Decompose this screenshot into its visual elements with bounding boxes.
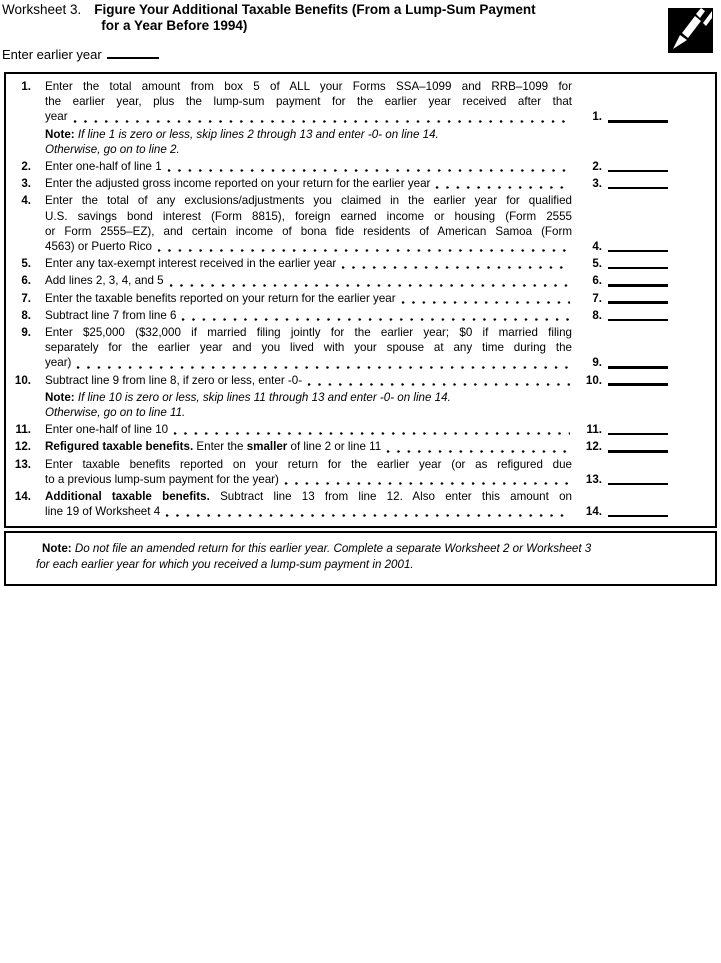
text-row-content <box>45 373 302 388</box>
worksheet-line <box>8 457 715 487</box>
text-row <box>45 79 572 94</box>
earlier-year-input[interactable] <box>107 45 159 59</box>
text-segment: Subtract line 9 from line 8, if zero or less, enter -0- <box>45 373 303 387</box>
dot-leader <box>181 318 570 321</box>
line-number: 2. <box>21 160 31 174</box>
line-text <box>45 422 572 437</box>
answer-line-number: 10. <box>585 373 602 387</box>
worksheet-line <box>8 422 715 437</box>
line-number: 14. <box>14 490 31 504</box>
text-segment: separately for the earlier year and you lived with your spouse at any time during the <box>45 341 572 355</box>
worksheet-line <box>8 159 715 174</box>
text-segment: the earlier year, plus the lump-sum payment for the earlier year received after that <box>45 95 572 109</box>
text-segment: Note: <box>42 542 75 556</box>
answer-blank[interactable] <box>608 267 668 269</box>
dot-leader <box>401 301 570 304</box>
text-row-content <box>45 308 176 323</box>
text-segment: Enter one-half of line 10 <box>45 423 169 437</box>
text-segment: or Form 2555–EZ), and certain income of bona fide residents of American Samoa (Form <box>45 224 572 238</box>
line-number: 13. <box>14 457 31 471</box>
text-segment: for each earlier year for which you received a lump-sum payment in 2001. <box>36 557 414 571</box>
answer-area <box>578 439 668 454</box>
line-number: 6. <box>21 274 31 288</box>
text-segment: Enter one-half of line 1 <box>45 160 162 174</box>
text-row <box>45 224 572 239</box>
text-row <box>45 308 572 323</box>
answer-line-number: 6. <box>592 274 602 288</box>
text-segment: to a previous lump-sum payment for the year) <box>45 472 279 486</box>
text-row <box>45 325 572 340</box>
text-row-content <box>45 109 68 124</box>
text-segment: year <box>45 110 68 124</box>
answer-area <box>578 308 668 323</box>
answer-line-number: 5. <box>592 257 602 271</box>
text-segment: 4563) or Puerto Rico <box>45 240 152 254</box>
text-row-content <box>45 472 279 487</box>
answer-blank[interactable] <box>608 383 668 385</box>
text-row-content <box>45 256 336 271</box>
text-row-content <box>45 291 396 306</box>
answer-blank[interactable] <box>608 187 668 189</box>
text-row <box>45 193 572 208</box>
text-row <box>45 373 572 388</box>
answer-blank[interactable] <box>608 301 668 303</box>
dot-leader <box>341 266 570 269</box>
answer-line-number: 8. <box>592 308 602 322</box>
worksheet-header <box>2 2 721 34</box>
answer-area <box>578 109 668 124</box>
dot-leader <box>435 186 570 189</box>
text-row <box>45 504 572 519</box>
dot-leader <box>386 450 570 453</box>
text-row <box>45 439 572 454</box>
worksheet-line <box>8 291 715 306</box>
text-row <box>45 209 572 224</box>
dot-leader <box>76 366 570 369</box>
text-segment: Enter the <box>193 440 247 454</box>
line-number: 12. <box>14 440 31 454</box>
answer-blank[interactable] <box>608 250 668 252</box>
footer-note-row <box>36 557 705 573</box>
text-row-content <box>45 159 162 174</box>
answer-blank[interactable] <box>608 170 668 172</box>
note-row <box>45 390 715 405</box>
answer-area <box>578 422 668 437</box>
text-segment: Otherwise, go on to line 11. <box>45 406 186 420</box>
text-row-content <box>45 504 160 519</box>
text-row <box>45 340 572 355</box>
text-segment: Enter the total amount from box 5 of ALL your Forms SSA–1099 and RRB–1099 for <box>45 80 572 93</box>
text-row <box>45 109 572 124</box>
text-row-content <box>45 422 168 437</box>
text-segment: Note: <box>45 127 78 141</box>
answer-blank[interactable] <box>608 483 668 485</box>
answer-line-number: 14. <box>585 505 602 519</box>
worksheet-note <box>45 390 715 420</box>
text-row <box>45 472 572 487</box>
text-segment: of line 2 or line 11 <box>287 440 382 454</box>
answer-area <box>578 176 668 191</box>
text-segment: year) <box>45 356 72 370</box>
line-text <box>45 256 572 271</box>
text-row-content <box>45 355 71 370</box>
worksheet-line <box>8 439 715 454</box>
dot-leader <box>284 482 570 485</box>
worksheet-line <box>8 176 715 191</box>
text-segment: Refigured taxable benefits. <box>45 440 194 454</box>
line-text <box>45 176 572 191</box>
answer-line-number: 3. <box>592 177 602 191</box>
text-segment: If line 10 is zero or less, skip lines 11 through 13 and enter -0- on line 14. <box>77 390 451 404</box>
line-number: 1. <box>21 80 31 93</box>
text-row <box>45 457 572 472</box>
text-row <box>45 239 572 254</box>
worksheet-line <box>8 489 715 519</box>
worksheet-line <box>8 308 715 323</box>
line-number: 10. <box>14 373 31 387</box>
answer-blank[interactable] <box>608 450 668 452</box>
text-segment: Subtract line 7 from line 6 <box>45 308 177 322</box>
line-text <box>45 193 572 254</box>
worksheet-title-line2: for a Year Before 1994) <box>101 18 248 33</box>
answer-line-number: 11. <box>586 423 602 437</box>
line-text <box>45 273 572 288</box>
note-row <box>45 142 715 157</box>
dot-leader <box>169 284 570 287</box>
text-row <box>45 273 572 288</box>
answer-area <box>578 159 668 174</box>
worksheet-title-line1: Figure Your Additional Taxable Benefits (From a Lump-Sum Payment <box>94 2 536 17</box>
text-segment: Otherwise, go on to line 2. <box>45 142 180 156</box>
line-number: 11. <box>15 423 31 437</box>
text-segment: smaller <box>246 440 288 454</box>
text-segment: Do not file an amended return for this earlier year. Complete a separate Worksheet 2 or Worksheet 3 <box>74 542 592 556</box>
dot-leader <box>73 120 570 123</box>
answer-area <box>578 504 668 519</box>
answer-blank[interactable] <box>608 366 668 368</box>
pencil-icon <box>668 8 713 53</box>
worksheet-line <box>8 79 715 125</box>
line-text <box>45 308 572 323</box>
text-row <box>45 291 572 306</box>
text-segment: Add lines 2, 3, 4, and 5 <box>45 274 164 288</box>
line-text <box>45 373 572 388</box>
text-row <box>45 176 572 191</box>
worksheet-line <box>8 273 715 288</box>
footer-note-row <box>36 541 705 557</box>
text-segment: Subtract line 13 from line 12. Also enter this amount on <box>209 490 572 504</box>
note-row <box>45 405 715 420</box>
note-row <box>45 127 715 142</box>
answer-area <box>578 355 668 370</box>
answer-blank[interactable] <box>608 284 668 286</box>
text-segment: U.S. savings bond interest (Form 8815), foreign earned income or housing (Form 2555 <box>45 209 572 223</box>
answer-area <box>578 472 668 487</box>
footer-note-box <box>4 531 717 586</box>
text-segment: Note: <box>45 390 78 404</box>
text-segment: Enter the taxable benefits reported on your return for the earlier year <box>45 291 396 305</box>
dot-leader <box>307 383 570 386</box>
dot-leader <box>165 514 570 517</box>
line-number: 3. <box>21 177 31 191</box>
answer-blank[interactable] <box>608 120 668 122</box>
answer-blank[interactable] <box>608 515 668 517</box>
answer-area <box>578 373 668 388</box>
worksheet-line <box>8 256 715 271</box>
line-text <box>45 489 572 519</box>
earlier-year-row <box>2 45 721 63</box>
answer-line-number: 9. <box>592 356 602 370</box>
answer-line-number: 2. <box>592 160 602 174</box>
line-text <box>45 325 572 371</box>
answer-area <box>578 273 668 288</box>
line-text <box>45 79 572 125</box>
worksheet-note <box>45 127 715 157</box>
text-segment: Enter taxable benefits reported on your return for the earlier year (or as refigured due <box>45 457 572 471</box>
line-number: 8. <box>21 308 31 322</box>
line-text <box>45 457 572 487</box>
dot-leader <box>173 432 570 435</box>
line-number: 9. <box>21 326 31 340</box>
line-text <box>45 291 572 306</box>
text-row-content <box>45 176 430 191</box>
text-segment: Enter the adjusted gross income reported on your return for the earlier year <box>45 177 431 191</box>
worksheet-table <box>4 72 717 528</box>
answer-blank[interactable] <box>608 319 668 321</box>
answer-area <box>578 291 668 306</box>
text-segment: Enter any tax-exempt interest received in the earlier year <box>45 257 337 271</box>
text-row <box>45 159 572 174</box>
line-text <box>45 159 572 174</box>
answer-blank[interactable] <box>608 433 668 435</box>
worksheet-label: Worksheet 3. <box>2 2 82 17</box>
text-segment: Enter $25,000 ($32,000 if married filing jointly for the earlier year; $0 if married filing <box>45 326 572 340</box>
dot-leader <box>157 249 570 252</box>
text-row <box>45 94 572 109</box>
worksheet-line <box>8 193 715 254</box>
text-row <box>45 422 572 437</box>
answer-line-number: 13. <box>585 472 602 486</box>
text-row-content <box>45 439 381 454</box>
line-number: 5. <box>21 257 31 271</box>
text-row-content <box>45 239 152 254</box>
answer-area <box>578 256 668 271</box>
text-segment: Additional taxable benefits. <box>45 490 210 504</box>
answer-area <box>578 239 668 254</box>
text-row-content <box>45 273 164 288</box>
text-segment: Enter the total of any exclusions/adjustments you claimed in the earlier year for qualified <box>45 194 572 208</box>
line-number: 7. <box>21 291 31 305</box>
text-row <box>45 256 572 271</box>
answer-line-number: 7. <box>592 291 602 305</box>
text-row <box>45 355 572 370</box>
text-row <box>45 489 572 504</box>
line-text <box>45 439 572 454</box>
worksheet-line <box>8 325 715 371</box>
earlier-year-label: Enter earlier year <box>2 47 102 62</box>
answer-line-number: 1. <box>592 110 602 124</box>
answer-line-number: 4. <box>592 240 602 254</box>
worksheet-line <box>8 373 715 388</box>
answer-line-number: 12. <box>585 440 602 454</box>
dot-leader <box>167 169 570 172</box>
text-segment: line 19 of Worksheet 4 <box>45 505 161 519</box>
text-segment: If line 1 is zero or less, skip lines 2 through 13 and enter -0- on line 14. <box>77 127 439 141</box>
worksheet-title <box>94 2 535 34</box>
line-number: 4. <box>21 194 31 208</box>
